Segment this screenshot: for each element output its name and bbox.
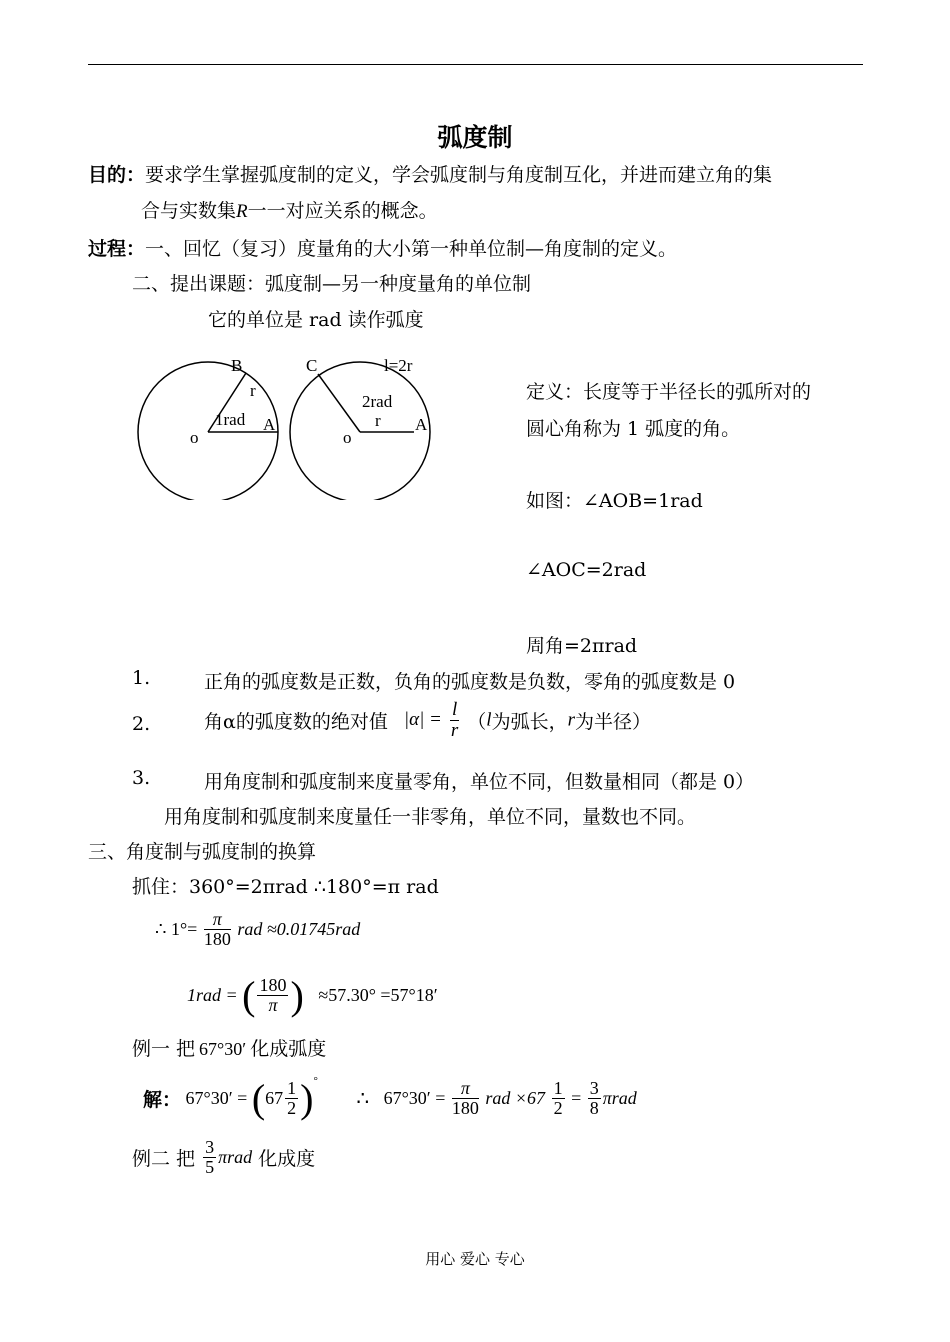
half-den-b: 2 bbox=[553, 1098, 563, 1118]
example-1-value: 67°30′ bbox=[199, 1039, 247, 1059]
page-footer: 用心 爱心 专心 bbox=[425, 1250, 525, 1268]
solution-label: 解： bbox=[143, 1089, 182, 1111]
paren-close: ) bbox=[290, 973, 304, 1018]
label-r-1: r bbox=[250, 381, 256, 400]
example-aob: 如图：∠AOB=1rad bbox=[526, 490, 703, 512]
solution-rhs-pre: 67°30′ = bbox=[383, 1088, 446, 1108]
note-1-number: 1. bbox=[132, 667, 151, 689]
ex2-num: 3 bbox=[205, 1137, 215, 1157]
definition-line-2: 圆心角称为 1 弧度的角。 bbox=[526, 418, 741, 440]
label-l-2r: l=2r bbox=[384, 356, 413, 375]
unit-text: 它的单位是 rad 读作弧度 bbox=[208, 309, 424, 331]
label-a-2: A bbox=[415, 415, 428, 434]
note-2-text: 角α的弧度数的绝对值 bbox=[204, 710, 388, 733]
note-2-radius: 为半径） bbox=[574, 710, 651, 733]
radian-figure bbox=[130, 350, 440, 500]
goal-text-1: 要求学生掌握弧度制的定义，学会弧度制与角度制互化，并进而建立角的集 bbox=[145, 164, 773, 186]
process-line-1 bbox=[88, 234, 677, 261]
definition-line-1: 定义：长度等于半径长的弧所对的 bbox=[526, 381, 812, 403]
equation-1-degree bbox=[155, 910, 360, 949]
goal-line-1 bbox=[88, 160, 772, 187]
frac-den: r bbox=[450, 719, 459, 741]
page-title: 弧度制 bbox=[437, 123, 513, 152]
goal-var-R: R bbox=[236, 201, 248, 222]
note-2-arc: 为弧长， bbox=[491, 710, 568, 733]
label-2rad: 2rad bbox=[362, 392, 393, 411]
label-b-1: B bbox=[231, 356, 243, 375]
label-o-1: o bbox=[190, 428, 199, 447]
example-2-expr: πrad bbox=[218, 1146, 253, 1167]
process-item-1: 一、回忆（复习）度量角的大小第一种单位制—角度制的定义。 bbox=[145, 238, 678, 260]
note-2-abs: |α| = bbox=[403, 709, 442, 731]
equation-2-radian bbox=[187, 972, 438, 1019]
res-den: 8 bbox=[589, 1098, 599, 1118]
note-2-rvar: r bbox=[567, 709, 575, 731]
half-num: 1 bbox=[287, 1078, 297, 1099]
solution-equals: = bbox=[571, 1088, 582, 1108]
note-2-number: 2. bbox=[132, 713, 151, 735]
solution-times: rad ×67 bbox=[485, 1088, 546, 1108]
label-r-2: r bbox=[375, 411, 381, 430]
fraction-one-half bbox=[285, 1079, 298, 1118]
fraction-180-pi bbox=[257, 976, 288, 1015]
eq2-pre: 1rad = bbox=[187, 985, 238, 1005]
grasp-line: 抓住：360°=2πrad ∴180°=π rad bbox=[132, 876, 439, 898]
solution-lhs: 67°30′ = bbox=[185, 1088, 248, 1108]
fraction-one-half-b bbox=[552, 1079, 565, 1118]
label-c-2: C bbox=[306, 356, 318, 375]
solution bbox=[143, 1075, 637, 1122]
example-2-post: 化成度 bbox=[258, 1147, 316, 1170]
note-3-number: 3. bbox=[132, 767, 151, 789]
goal-text-2a: 合与实数集 bbox=[141, 200, 237, 222]
sol-pi-den: 180 bbox=[451, 1098, 479, 1118]
fraction-l-over-r bbox=[450, 700, 459, 741]
eq1-num: π bbox=[204, 910, 231, 930]
therefore-symbol: ∴ bbox=[356, 1088, 370, 1110]
section-3-heading: 三、角度制与弧度制的换算 bbox=[88, 841, 317, 863]
process-label: 过程： bbox=[88, 238, 146, 260]
sol-paren-close: ) bbox=[300, 1076, 314, 1121]
header-rule bbox=[88, 64, 863, 65]
note-2 bbox=[204, 700, 651, 741]
example-2 bbox=[132, 1138, 315, 1177]
eq2-num: 180 bbox=[259, 975, 287, 996]
example-1-post: 化成弧度 bbox=[250, 1038, 327, 1060]
solution-whole: 67 bbox=[265, 1088, 284, 1108]
note-1: 正角的弧度数是正数，负角的弧度数是负数，零角的弧度数是 0 bbox=[204, 671, 736, 693]
ex2-den: 5 bbox=[205, 1156, 215, 1177]
fraction-pi-180-b bbox=[452, 1079, 479, 1118]
note-3: 用角度制和弧度制来度量零角，单位不同，但数量相同（都是 0） bbox=[204, 771, 755, 793]
goal-label: 目的： bbox=[88, 164, 146, 186]
label-o-2: o bbox=[343, 428, 352, 447]
eq2-post: ≈57.30° =57°18′ bbox=[318, 985, 438, 1005]
half-num-b: 1 bbox=[553, 1078, 563, 1099]
goal-line-2 bbox=[141, 196, 438, 223]
label-a-1: A bbox=[263, 415, 276, 434]
example-1-label: 例一 把 bbox=[132, 1038, 196, 1060]
note-2-paren: （ bbox=[467, 710, 487, 733]
fraction-3-8 bbox=[588, 1079, 601, 1118]
label-1rad: 1rad bbox=[215, 410, 246, 429]
eq1-post: rad ≈0.01745rad bbox=[237, 918, 361, 939]
half-den: 2 bbox=[287, 1098, 297, 1118]
fraction-pi-180 bbox=[204, 910, 231, 949]
full-angle: 周角=2πrad bbox=[526, 635, 638, 657]
goal-text-2b: 一一对应关系的概念。 bbox=[247, 200, 438, 222]
sol-paren-open: ( bbox=[251, 1076, 266, 1121]
circle-2rad bbox=[290, 356, 430, 500]
circle-1rad bbox=[138, 356, 278, 500]
example-aoc: ∠AOC=2rad bbox=[526, 559, 647, 581]
note-3b: 用角度制和弧度制来度量任一非零角，单位不同，量数也不同。 bbox=[164, 806, 697, 828]
eq1-pre: ∴ 1°= bbox=[155, 918, 198, 939]
solution-result: πrad bbox=[602, 1088, 637, 1108]
sol-pi-num: π bbox=[452, 1079, 479, 1099]
process-item-2: 二、提出课题：弧度制—另一种度量角的单位制 bbox=[132, 273, 532, 295]
frac-num: l bbox=[451, 699, 458, 720]
paren-open: ( bbox=[242, 973, 256, 1018]
eq2-den: π bbox=[268, 995, 278, 1015]
eq1-den: 180 bbox=[203, 928, 231, 949]
fraction-3-5 bbox=[203, 1138, 216, 1177]
example-1 bbox=[132, 1034, 326, 1061]
example-2-label: 例二 把 bbox=[132, 1147, 196, 1170]
res-num: 3 bbox=[589, 1078, 599, 1099]
note-2-lvar: l bbox=[486, 709, 492, 731]
solution-degree: ° bbox=[313, 1075, 318, 1087]
